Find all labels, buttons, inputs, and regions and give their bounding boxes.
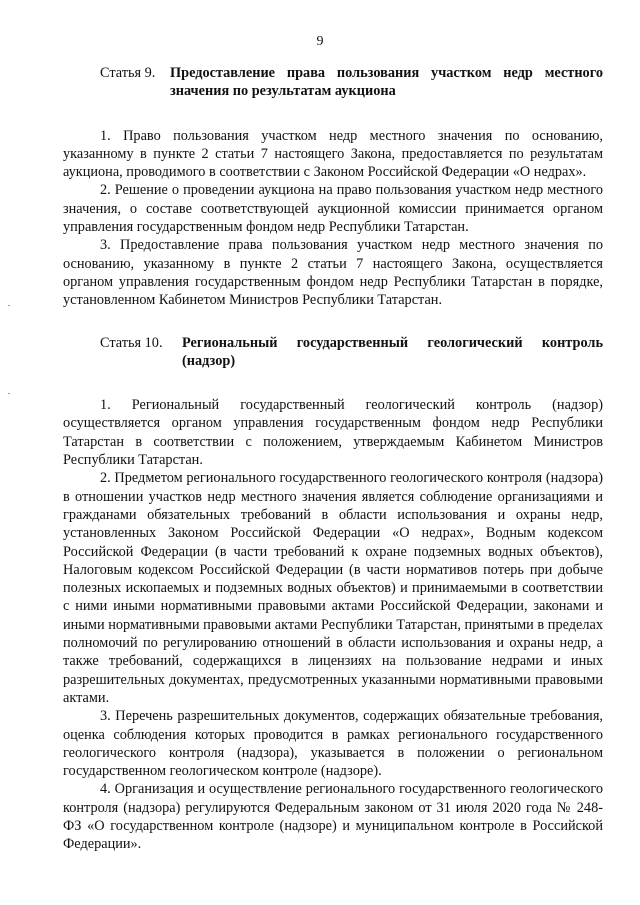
document-body: [63, 64, 603, 854]
article-10: [63, 334, 603, 854]
article-label: Статья 9.: [100, 65, 156, 81]
article-label: Статья 10.: [100, 334, 163, 351]
article-heading: [63, 64, 603, 101]
scan-artifact: [8, 305, 10, 306]
clause-paragraph: 2. Решение о проведении аукциона на право пользования участком недр местного значения, о составе соответствующей аукционной комиссии принимается органом управления государственным фондом недр Республики Татарстан.: [63, 182, 603, 236]
clause-paragraph: 1. Право пользования участком недр местного значения по основанию, указанному в пункте 2 статьи 7 настоящего Закона, предоставляется по результатам аукциона, проводимого в соответствии с Законом Российской Федерации «О недрах».: [63, 127, 603, 181]
clause-paragraph: 3. Перечень разрешительных документов, содержащих обязательные требования, оценка соблюдения которых проводится в рамках регионального государственного геологического контроля (надзора), указывается в положении о региональном государственном геологическом контроле (надзоре).: [63, 708, 603, 780]
scan-artifact: [8, 393, 10, 394]
clause-paragraph: 4. Организация и осуществление регионального государственного геологического контроля (надзора) регулируются Федеральным законом от 31 июля 2020 года № 248-ФЗ «О государственном контроле (надзоре) и муниципальном контроле в Российской Федерации».: [63, 781, 603, 853]
article-title: Региональный государственный геологический контроль (надзор): [182, 334, 603, 369]
clause-paragraph: 1. Региональный государственный геологический контроль (надзор) осуществляется органом управления государственным фондом недр Республики Татарстан в соответствии с положением, утверждаемым Кабинетом Министров Республики Татарстан.: [63, 397, 603, 469]
article-9: [63, 64, 603, 310]
clause-paragraph: 3. Предоставление права пользования участком недр местного значения по основанию, указанному в пункте 2 статьи 7 настоящего Закона, осуществляется органом управления государственным фондом недр Республики Татарстан в порядке, установленном Кабинетом Министров Республики Татарстан.: [63, 237, 603, 309]
page-number: 9: [316, 34, 324, 49]
clause-paragraph: 2. Предметом регионального государственного геологического контроля (надзора) в отношении участков недр местного значения является соблюдение организациями и гражданами обязательных требований в области использования и охраны недр, установленных Законом Российской Федерации «О недрах», Водным кодексом Российской Федерации (в части требований к охране подземных водных объектов), Налоговым кодексом Российской Федерации (в части нормативов потерь при добыче полезных ископаемых и подземных водных объектов) и принимаемыми в соответствии с ними иными нормативными правовыми актами Российской Федерации, законами и иными нормативными правовыми актами Республики Татарстан, принятыми в пределах полномочий по регулированию отношений в области использования и охраны недр, а также требований, содержащихся в лицензиях на пользование недрами и иных разрешительных документах, предусмотренных указанными нормативными правовыми актами.: [63, 470, 603, 706]
article-title: Предоставление права пользования участком недр местного значения по результатам аукциона: [170, 65, 603, 100]
article-heading: [63, 334, 603, 371]
